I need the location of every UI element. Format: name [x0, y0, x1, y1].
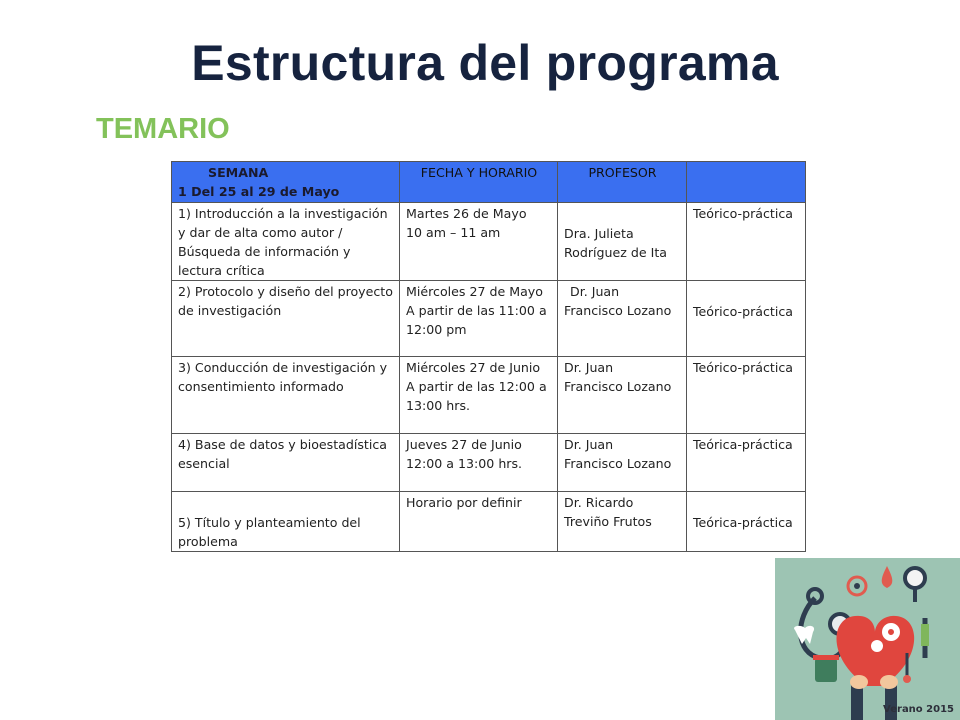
fecha-line-2: 12:00 a 13:00 hrs.: [406, 456, 523, 471]
tema-cell: 2) Protocolo y diseño del proyecto de investigación: [172, 281, 400, 357]
profesor-cell: [558, 357, 687, 434]
fecha-cell: [400, 492, 558, 552]
profesor-line-2: Francisco Lozano: [564, 303, 672, 318]
header-fecha: FECHA Y HORARIO: [400, 162, 558, 203]
logo-caption: Verano 2015: [883, 704, 954, 715]
header-semana-label: SEMANA: [208, 165, 269, 180]
profesor-cell: [558, 492, 687, 552]
fecha-cell: [400, 357, 558, 434]
fecha-cell: [400, 434, 558, 492]
profesor-cell: [558, 434, 687, 492]
profesor-cell: [558, 281, 687, 357]
fecha-line-1: Miércoles 27 de Mayo: [406, 284, 543, 299]
header-semana-dates: 1 Del 25 al 29 de Mayo: [178, 184, 340, 199]
tipo-cell: Teórico-práctica: [687, 203, 806, 281]
tema-text: 5) Título y planteamiento del problema: [178, 515, 361, 549]
table-header-row: [172, 162, 806, 203]
profesor-line-1: Dr. Ricardo: [564, 495, 634, 510]
profesor-line-1: Dr. Juan: [564, 437, 614, 452]
tipo-text: Teórico-práctica: [693, 304, 793, 319]
table-row: [172, 434, 806, 492]
table-row: [172, 281, 806, 357]
fecha-line-1: Martes 26 de Mayo: [406, 206, 527, 221]
profesor-line-2: Rodríguez de Ita: [564, 245, 668, 260]
tipo-cell: Teórica-práctica: [687, 434, 806, 492]
tipo-cell: [687, 492, 806, 552]
tipo-cell: Teórico-práctica: [687, 357, 806, 434]
header-semana: [172, 162, 400, 203]
tema-cell: [172, 492, 400, 552]
table-row: [172, 203, 806, 281]
summer-logo: [775, 558, 960, 720]
fecha-line-2: A partir de las 12:00 a 13:00 hrs.: [406, 379, 547, 413]
tipo-cell: [687, 281, 806, 357]
medical-illustration-icon: [775, 558, 960, 720]
fecha-line-2: A partir de las 11:00 a 12:00 pm: [406, 303, 547, 337]
profesor-line-2: Treviño Frutos: [564, 514, 652, 529]
header-tipo: [687, 162, 806, 203]
table-row: [172, 492, 806, 552]
profesor-line-1: Dr. Juan: [570, 284, 620, 299]
program-table: [171, 161, 806, 552]
profesor-line-2: Francisco Lozano: [564, 379, 672, 394]
fecha-line-1: Miércoles 27 de Junio: [406, 360, 541, 375]
page-title: Estructura del programa: [191, 35, 779, 91]
profesor-line-1: Dr. Juan: [564, 360, 614, 375]
fecha-line-1: Jueves 27 de Junio: [406, 437, 522, 452]
tema-cell: 3) Conducción de investigación y consentimiento informado: [172, 357, 400, 434]
tema-cell: 1) Introducción a la investigación y dar de alta como autor / Búsqueda de información y lectura crítica: [172, 203, 400, 281]
fecha-cell: [400, 281, 558, 357]
profesor-line-1: Dra. Julieta: [564, 226, 634, 241]
fecha-line-1: Horario por definir: [406, 495, 522, 510]
header-profesor: PROFESOR: [558, 162, 687, 203]
fecha-cell: [400, 203, 558, 281]
profesor-cell: [558, 203, 687, 281]
table-row: [172, 357, 806, 434]
tema-cell: 4) Base de datos y bioestadística esencial: [172, 434, 400, 492]
section-subtitle: TEMARIO: [96, 113, 230, 145]
tipo-text: Teórica-práctica: [693, 515, 793, 530]
fecha-line-2: 10 am – 11 am: [406, 225, 501, 240]
profesor-line-2: Francisco Lozano: [564, 456, 672, 471]
